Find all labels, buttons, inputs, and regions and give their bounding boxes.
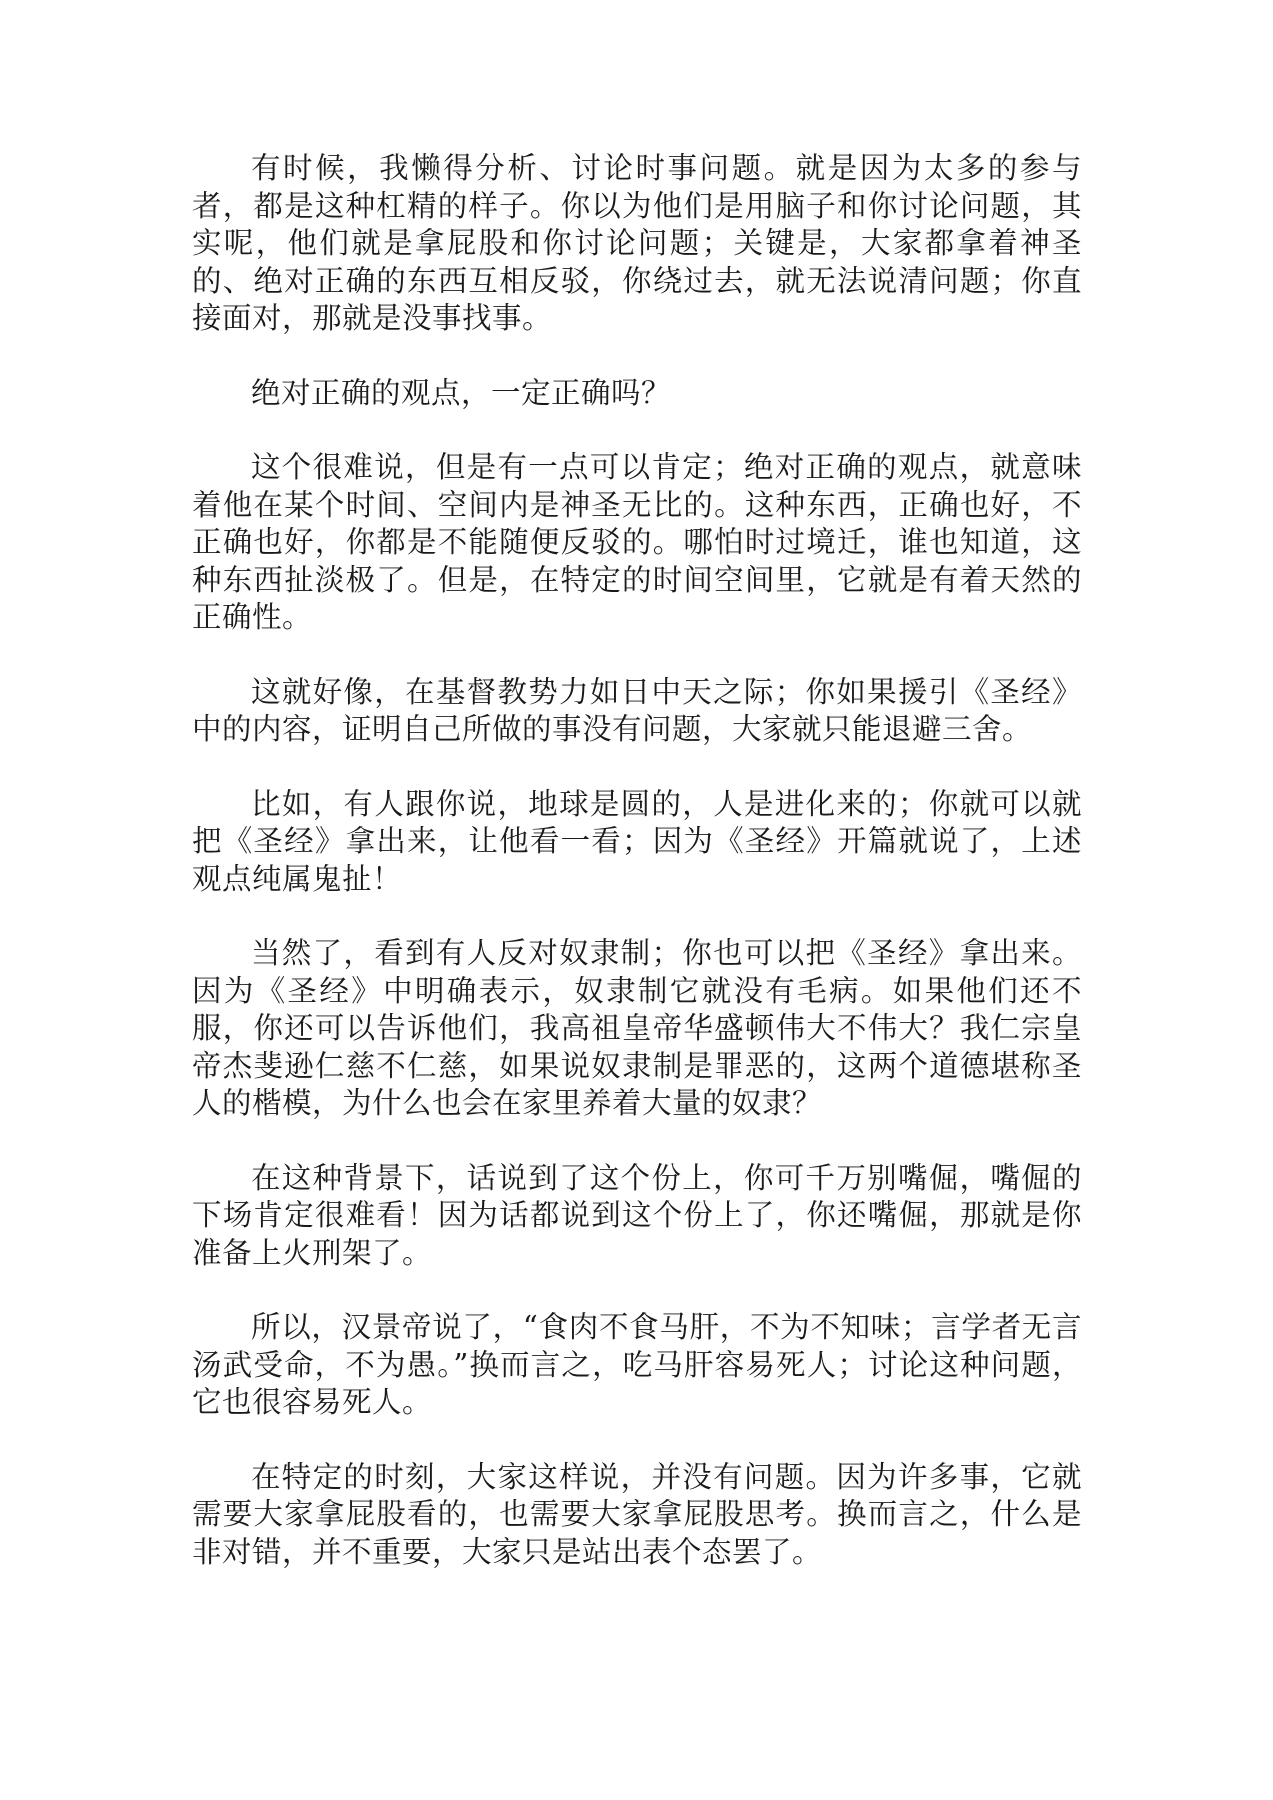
paragraph: 所以，汉景帝说了，“食肉不食马肝，不为不知味；言学者无言汤武受命，不为愚。”换而言之，吃马肝容易死人；讨论这种问题，它也很容易死人。 <box>192 1310 1082 1419</box>
paragraph: 当然了，看到有人反对奴隶制；你也可以把《圣经》拿出来。因为《圣经》中明确表示，奴隶制它就没有毛病。如果他们还不服，你还可以告诉他们，我高祖皇帝华盛顿伟大不伟大？我仁宗皇帝杰斐逊仁慈不仁慈，如果说奴隶制是罪恶的，这两个道德堪称圣人的楷模，为什么也会在家里养着大量的奴隶？ <box>192 936 1082 1120</box>
paragraph: 在这种背景下，话说到了这个份上，你可千万别嘴倔，嘴倔的下场肯定很难看！因为话都说到这个份上了，你还嘴倔，那就是你准备上火刑架了。 <box>192 1160 1082 1270</box>
paragraph: 这就好像，在基督教势力如日中天之际；你如果援引《圣经》中的内容，证明自己所做的事没有问题，大家就只能退避三舍。 <box>192 674 1082 746</box>
paragraph: 在特定的时刻，大家这样说，并没有问题。因为许多事，它就需要大家拿屁股看的，也需要大家拿屁股思考。换而言之，什么是非对错，并不重要，大家只是站出表个态罢了。 <box>192 1459 1082 1569</box>
paragraph: 比如，有人跟你说，地球是圆的，人是进化来的；你就可以就把《圣经》拿出来，让他看一看；因为《圣经》开篇就说了，上述观点纯属鬼扯！ <box>192 786 1082 896</box>
paragraph: 有时候，我懒得分析、讨论时事问题。就是因为太多的参与者，都是这种杠精的样子。你以为他们是用脑子和你讨论问题，其实呢，他们就是拿屁股和你讨论问题；关键是，大家都拿着神圣的、绝对正确的东西互相反驳，你绕过去，就无法说清问题；你直接面对，那就是没事找事。 <box>192 151 1082 335</box>
paragraph: 绝对正确的观点，一定正确吗？ <box>251 375 672 410</box>
document-page <box>192 150 1082 1571</box>
paragraph: 这个很难说，但是有一点可以肯定；绝对正确的观点，就意味着他在某个时间、空间内是神圣无比的。这种东西，正确也好，不正确也好，你都是不能随便反驳的。哪怕时过境迁，谁也知道，这种东西扯淡极了。但是，在特定的时间空间里，它就是有着天然的正确性。 <box>192 450 1082 634</box>
